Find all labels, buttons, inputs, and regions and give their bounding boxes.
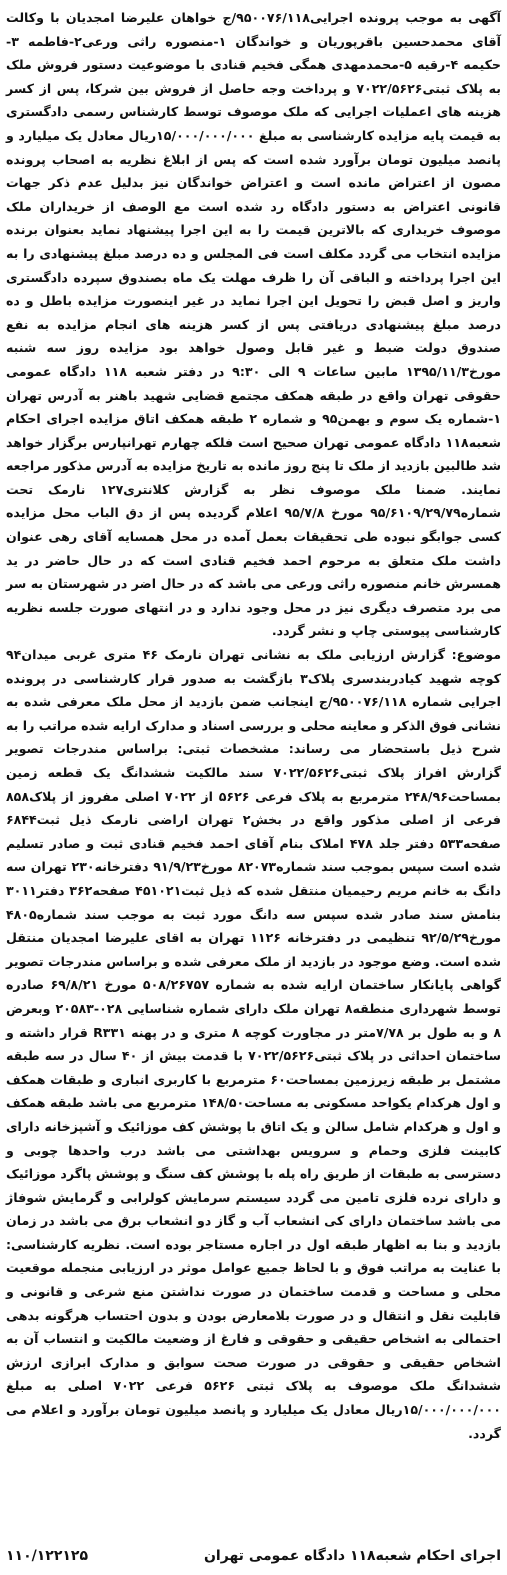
issuer-signature: اجرای احکام شعبه۱۱۸ دادگاه عمومی تهران <box>203 1548 501 1564</box>
notice-body <box>6 6 501 1445</box>
notice-paragraph-appraisal: موضوع: گزارش ارزیابی ملک به نشانی تهران نارمک ۴۶ متری غربی میدان۹۴ کوچه شهید کیادربندسری پلاک۳ بازگشت به صدور قرار کارشناسی در پرونده اجرایی شماره ۹۵۰۰۷۶/۱۱۸/ج اینجانب ضمن بازدید از محل ملک معرفی شده به نشانی فوق الذکر و معاینه محلی و بررسی اسناد و مدارک ارایه شده مراتب را به شرح ذیل باستحضار می رساند: مشخصات ثبتی: براساس مندرجات تصویر گزارش افراز پلاک ثبتی۷۰۲۲/۵۶۲۶ سند مالکیت ششدانگ یک قطعه زمین بمساحت۲۴۸/۹۶ مترمربع به پلاک فرعی ۵۶۲۶ از ۷۰۲۲ اصلی مفروز از پلاک۸۵۸ فرعی از اصلی مذکور واقع در بخش۲ تهران اراضی نارمک ذیل ثبت۶۸۴۴ صفحه۵۳۳ دفتر جلد ۴۷۸ املاک بنام آقای احمد فخیم قنادی ثبت و صادر تسلیم شده است سپس بموجب سند شماره۸۲۰۷۳ مورخ۹۱/۹/۲۳ دفترخانه۲۳۰ تهران سه دانگ به خانم مریم رحیمیان منتقل شده که ذیل ثبت۴۵۱۰۲۱ صفحه۳۶۲ دفتر۳۰۱۱ بنامش سند صادر شده سپس سه دانگ مورد ثبت به موجب سند شماره۴۸۰۵ مورخ۹۲/۵/۲۹ تنظیمی در دفترخانه ۱۱۲۶ تهران به اقای علیرضا امجدیان منتقل شده است. وضع موجود در بازدید از ملک معرفی شده و براساس مندرجات تصویر گواهی پایانکار ساختمان ارایه شده به شماره ۵۰۸/۲۶۷۵۷ مورخ ۶۹/۸/۲۱ صادره توسط شهرداری منطقه۸ تهران ملک دارای شماره شناسایی ۰۲۸-۲۰۵۸۳ وبعرض ۸ و به طول بر ۷/۷۸متر در مجاورت کوچه ۸ متری و در پهنه R۳۳۱ قرار داشته و ساختمان احداثی در پلاک ثبتی۷۰۲۲/۵۶۲۶ با قدمت بیش از ۴۰ سال در سه طبقه مشتمل بر طبقه زیرزمین بمساحت۶۰ مترمربع با کاربری انباری و طبقات همکف و اول هرکدام یکواحد مسکونی به مساحت۱۴۸/۵۰ مترمربع می باشد طبقه همکف و اول و هرکدام شامل سالن و یک اتاق با پوشش کف موزائیک و آشپزخانه دارای کابینت فلزی وحمام و سرویس بهداشتی می باشد درب واحدها چوبی و دسترسی به طبقات از طریق راه پله با پوشش کف سنگ و پوشش پاگرد موزائیک و دارای نرده فلزی تامین می گردد سیستم سرمایش کولرابی و گرمایش شوفاژ می باشد ساختمان دارای کی انشعاب آب و گاز دو انشعاب برق می باشد در زمان بازدید و بنا به اظهار طبقه اول در اجاره مستاجر بوده است. نظریه کارشناسی: با عنایت به مراتب فوق و با لحاظ جمیع عوامل موثر در ارزیابی منجمله موقعیت محلی و مساحت و قدمت ساختمان در صورت نداشتن منع شرعی و قانونی و قابلیت نقل و انتقال و در صورت بلامعارض بودن و بدون احتساب هرگونه بدهی احتمالی به اشخاص حقیقی و حقوقی و فارغ از وضعیت مالکیت و انتساب آن به اشخاص حقیقی و حقوقی در صورت صحت سوابق و مدارک ابرازی ارزش ششدانگ ملک موصوف به پلاک ثبتی ۵۶۲۶ فرعی ۷۰۲۲ اصلی به مبلغ ۱۵/۰۰۰/۰۰۰/۰۰۰ریال معادل یک میلیارد و پانصد میلیون تومان برآورد و اعلام می گردد. <box>6 647 502 1441</box>
notice-code: ۱۱۰/۱۲۲۱۲۵ <box>6 1548 89 1564</box>
notice-paragraph-announcement: آگهی به موجب پرونده اجرایی۹۵۰۰۷۶/۱۱۸/ج خواهان علیرضا امجدیان با وکالت آقای محمدحسین باقرپوریان و خواندگان ۱-منصوره راثی ورعی۲-فاطمه ۳-حکیمه ۴-رقیه ۵-محمدمهدی همگی فخیم قنادی با موضوعیت دستور فروش ملک به پلاک ثبتی۷۰۲۲/۵۶۲۶ و پرداخت وجه حاصل از فروش بین شرکا، پس از کسر هزینه های اعملیات اجرایی که ملک موصوف توسط کارشناس رسمی دادگستری به قیمت پایه مزایده کارشناسی به مبلغ ۱۵/۰۰۰/۰۰۰/۰۰۰ریال معادل یک میلیارد و پانصد میلیون تومان برآورد شده است که پس از ابلاغ نظریه به اصحاب پرونده مصون از اعتراض مانده است و اعتراض خواندگان نیز بدلیل عدم ذکر جهات قانونی اعتراض به دستور دادگاه رد شده است مع الوصف از خریداران ملک موصوف خریداری که بالاترین قیمت را به این اجرا پیشنهاد نماید بعنوان برنده مزایده انتخاب می گردد مکلف است فی المجلس و ده درصد مبلغ پیشنهادی را به این اجرا پرداخته و الباقی آن را ظرف مهلت یک ماه بصندوق سپرده دادگستری واریز و اصل قبض را تحویل این اجرا نماید در غیر اینصورت مزایده باطل و ده درصد مبلغ پیشنهادی دریافتی پس از کسر هزینه های انجام مزایده به نفع صندوق دولت ضبط و غیر قابل وصول خواهد بود مزایده روز سه شنبه مورخ۱۳۹۵/۱۱/۳ مابین ساعات ۹ الی ۹:۳۰ در دفتر شعبه ۱۱۸ دادگاه عمومی حقوقی تهران واقع در طبقه همکف مجتمع قضایی شهید باهنر به آدرس تهران ۱-شماره یک سوم و بهمن۹۵ و شماره ۲ طبقه همکف اتاق مزایده اجرای احکام شعبه۱۱۸ دادگاه عمومی تهران صحیح است فلکه چهارم تهرانپارس برگزار خواهد شد طالبین بازدید از ملک تا پنج روز مانده به تاریخ مزایده به آدرس مذکور مراجعه نمایند. ضمنا ملک موصوف نظر به گزارش کلانتری۱۲۷ نارمک تحت شماره۹۵/۶۱۰۹/۲۹/۷۹ مورخ ۹۵/۷/۸ اعلام گردیده پس از دق الباب محل مزایده کسی جوابگو نبوده طی تحقیقات بعمل آمده در محل همسایه آقای رهی عنوان داشت ملک متعلق به مرحوم احمد فخیم قنادی است که در حال حاضر در ید همسرش خانم منصوره راثی ورعی می باشد که در حال اضر در شهرستان به سر می برد متصرف دیگری نیز در محل وجود ندارد و در انتهای صورت جلسه نظریه کارشناسی پیوستی چاپ و نشر گردد. <box>6 10 502 639</box>
notice-footer <box>6 1544 501 1568</box>
